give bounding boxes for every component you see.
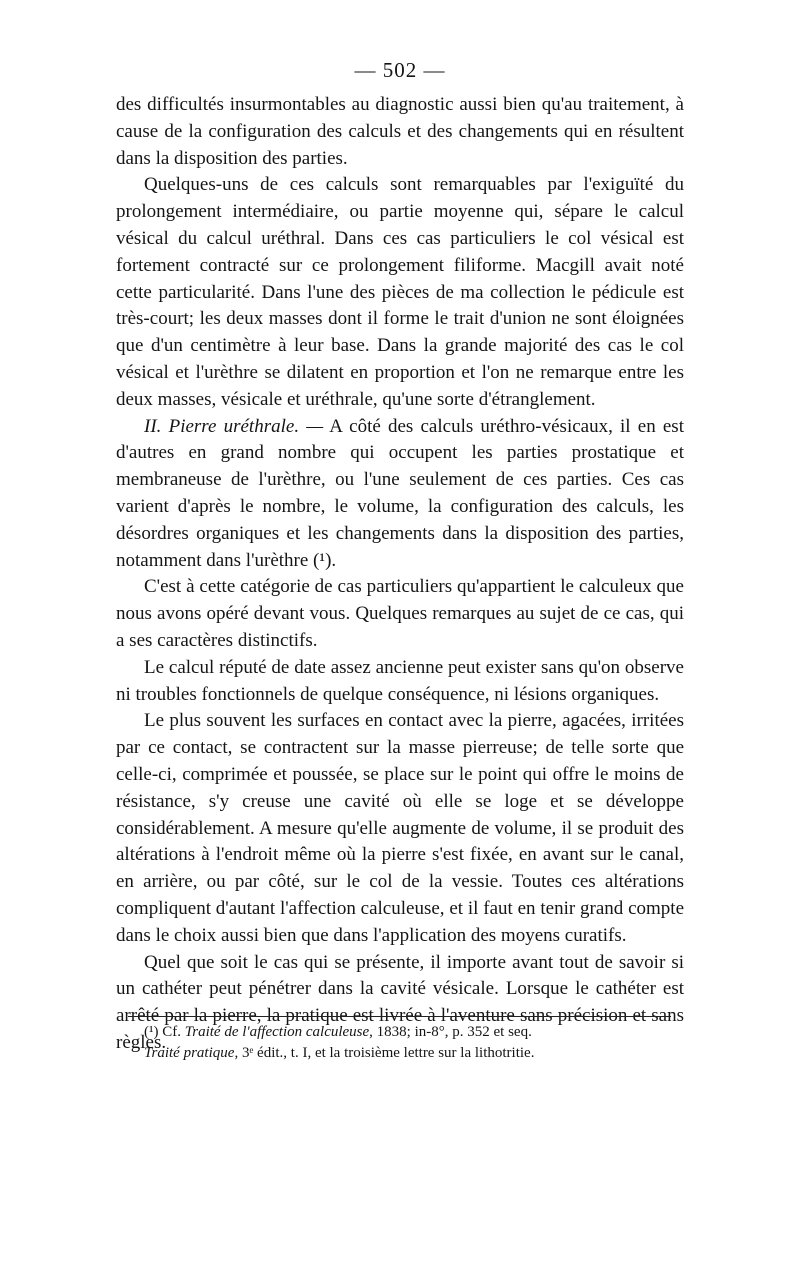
footnote-marker: (¹) Cf. — [144, 1024, 185, 1040]
paragraph-categorie: C'est à cette catégorie de cas particuliers qu'appartient le calculeux que nous avons opéré devant vous. Quelques remarques au sujet de ce cas, qui a ses caractères distinctifs. — [116, 576, 684, 651]
paragraph-pierre-urethrale — [116, 414, 684, 575]
footnote-1 — [116, 1022, 676, 1043]
paragraph-calcul-repute: Le calcul réputé de date assez ancienne peut exister sans qu'on observe ni troubles fonctionnels de quelque conséquence, ni lésions organiques. — [116, 656, 684, 705]
paragraph-continuation: des difficultés insurmontables au diagnostic aussi bien qu'au traitement, à cause de la configuration des calculs et des changements qui en résultent dans la disposition des parties. — [116, 94, 684, 169]
footnote-rule — [128, 1016, 671, 1017]
footnote-title: Traité de l'affection calculeuse — [184, 1024, 370, 1040]
section-heading: II. Pierre uréthrale. — — [144, 415, 324, 437]
paragraph-calculs-remarquables: Quelques-uns de ces calculs sont remarquables par l'exiguïté du prolongement intermédiaire, ou partie moyenne qui, sépare le calcul vésical du calcul uréthral. Dans ces cas particuliers le col vésical est fortement contracté sur ce prolongement filiforme. Macgill avait noté cette particularité. Dans l'une des pièces de ma collection le pédicule est très-court; les deux masses dont il forme le trait d'union ne sont éloignées que d'un centimètre à leur base. Dans la grande majorité des cas le col vésical et l'urèthre se dilatent en proportion et l'on ne remarque entre les deux masses, vésicale et uréthrale, qu'une sorte d'étranglement. — [116, 174, 684, 410]
page-number: — 502 — — [354, 58, 446, 82]
footnote-title: Traité pratique — [144, 1045, 235, 1061]
paragraph-surfaces-contact: Le plus souvent les surfaces en contact avec la pierre, agacées, irritées par ce contact, se contractent sur la masse pierreuse; de telle sorte que celle-ci, comprimée et poussée, se place sur le point qui offre le moins de résistance, s'y creuse une cavité où elle se loge et se développe considérablement. A mesure qu'elle augmente de volume, il se produit des altérations à l'endroit même où la pierre s'est fixée, en avant sur le canal, en arrière, ou par côté, sur le col de la vessie. Toutes ces altérations compliquent d'autant l'affection calculeuse, et il faut en tenir grand compte dans le choix aussi bien que dans l'application des moyens curatifs. — [116, 710, 684, 946]
section-text: A côté des calculs uréthro-vésicaux, il en est d'autres en grand nombre qui occupent les parties prostatique et membraneuse de l'urèthre, ou l'une seulement de ces parties. Ces cas varient d'après le nombre, le volume, la configuration des calculs, les désordres organiques et les changements dans la disposition des parties, notamment dans l'urèthre (¹). — [116, 415, 684, 571]
paragraph-catheter: Quel que soit le cas qui se présente, il importe avant tout de savoir si un cathéter peut pénétrer dans la cavité vésicale. Lorsque le cathéter est arrêté par la pierre, la pratique est livrée à l'aventure sans précision et sans règles. — [116, 951, 684, 1053]
footnote-rest: , 1838; in-8°, p. 352 et seq. — [369, 1024, 532, 1040]
footnote-rest: , 3ᵉ édit., t. I, et la troisième lettre sur la lithotritie. — [234, 1045, 535, 1061]
footnote-2 — [116, 1043, 676, 1064]
body-text — [116, 92, 684, 1057]
footnotes — [116, 1022, 676, 1064]
